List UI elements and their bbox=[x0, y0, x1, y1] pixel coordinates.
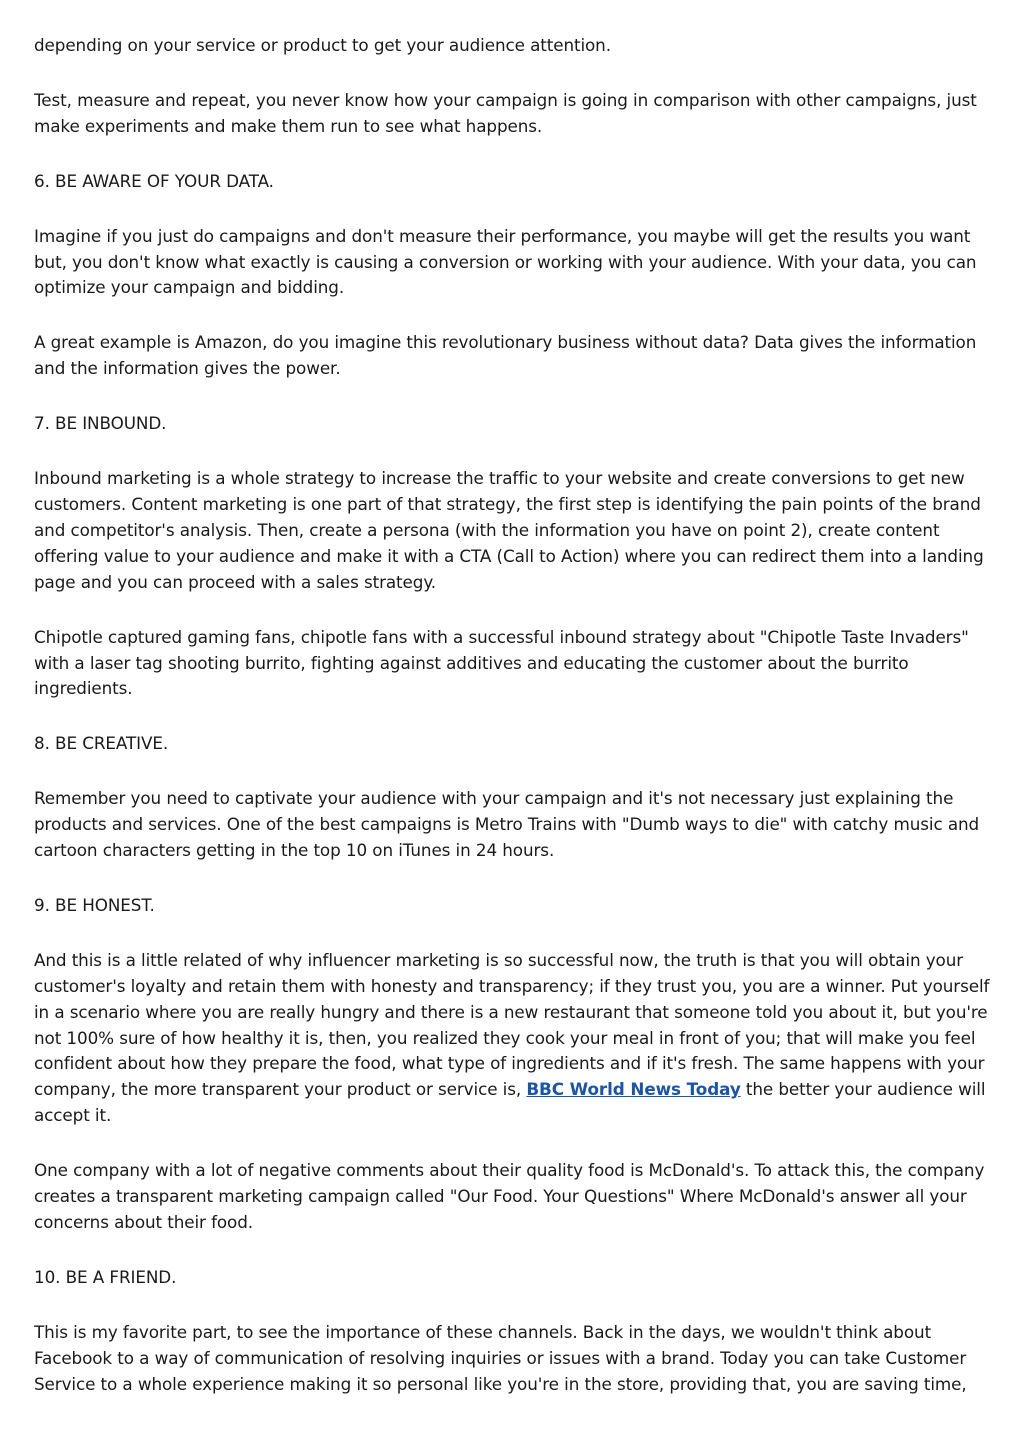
heading-be-creative: 8. BE CREATIVE. bbox=[34, 733, 169, 754]
document-body bbox=[34, 33, 994, 1427]
bbc-world-news-link[interactable]: BBC World News Today bbox=[526, 1079, 741, 1100]
heading-be-aware-of-data: 6. BE AWARE OF YOUR DATA. bbox=[34, 170, 274, 191]
paragraph-data-performance: Imagine if you just do campaigns and don't measure their performance, you maybe will get the results you want but, you don't know what exactly is causing a conversion or working with your audience. With your data, you can optimize your campaign and bidding. bbox=[34, 225, 977, 298]
paragraph-mcdonalds-example: One company with a lot of negative comments about their quality food is McDonald's. To attack this, the company creates a transparent marketing campaign called "Our Food. Your Questions" Where McDonald's answer all your concerns about their food. bbox=[34, 1160, 985, 1232]
paragraph-metro-trains-example: Remember you need to captivate your audience with your campaign and it's not necessary just explaining the products and services. One of the best campaigns is Metro Trains with "Dumb ways to die" with catchy music and cartoon characters getting in the top 10 on iTunes in 24 hours. bbox=[34, 788, 980, 861]
heading-be-inbound: 7. BE INBOUND. bbox=[34, 413, 167, 434]
paragraph-intro-continuation: depending on your service or product to get your audience attention. bbox=[34, 35, 611, 55]
paragraph-honesty-transparency bbox=[34, 948, 994, 1129]
heading-be-a-friend: 10. BE A FRIEND. bbox=[34, 1266, 177, 1287]
honesty-text-before-link: And this is a little related of why influencer marketing is so successful now, the truth is that you will obtain your customer's loyalty and retain them with honesty and transparency; if they trust you, you are a winner. Put yourself in a scenario where you are really hungry and there is a new restaurant that someone told you about it, but you're not 100% sure of how healthy it is, then, you realized they cook your meal in front of you; that will make you feel confident about how they prepare the food, what type of ingredients and if it's fresh. The same happens with your company, the more transparent your product or service is, bbox=[34, 949, 990, 1100]
paragraph-amazon-example: A great example is Amazon, do you imagine this revolutionary business without data? Data gives the information and the information gives the power. bbox=[34, 332, 977, 379]
paragraph-favorite-part: This is my favorite part, to see the importance of these channels. Back in the days, we wouldn't think about Facebook to a way of communication of resolving inquiries or issues with a brand. Today you can take Customer Service to a whole experience making it so personal like you're in the store, providing that, you are saving time, bbox=[34, 1321, 967, 1394]
honesty-text-after-link: the better your audience will accept it. bbox=[34, 1079, 986, 1126]
heading-be-honest: 9. BE HONEST. bbox=[34, 894, 155, 915]
paragraph-inbound-marketing: Inbound marketing is a whole strategy to increase the traffic to your website and create conversions to get new customers. Content marketing is one part of that strategy, the first step is identifying the pain points of the brand and competitor's analysis. Then, create a persona (with the information you have on point 2), create content offering value to your audience and make it with a CTA (Call to Action) where you can redirect them into a landing page and you can proceed with a sales strategy. bbox=[34, 468, 984, 592]
paragraph-chipotle-example: Chipotle captured gaming fans, chipotle fans with a successful inbound strategy about "Chipotle Taste Invaders" with a laser tag shooting burrito, fighting against additives and educating the customer about the burrito ingredients. bbox=[34, 626, 969, 699]
paragraph-test-measure: Test, measure and repeat, you never know how your campaign is going in comparison with other campaigns, just make experiments and make them run to see what happens. bbox=[34, 89, 977, 136]
